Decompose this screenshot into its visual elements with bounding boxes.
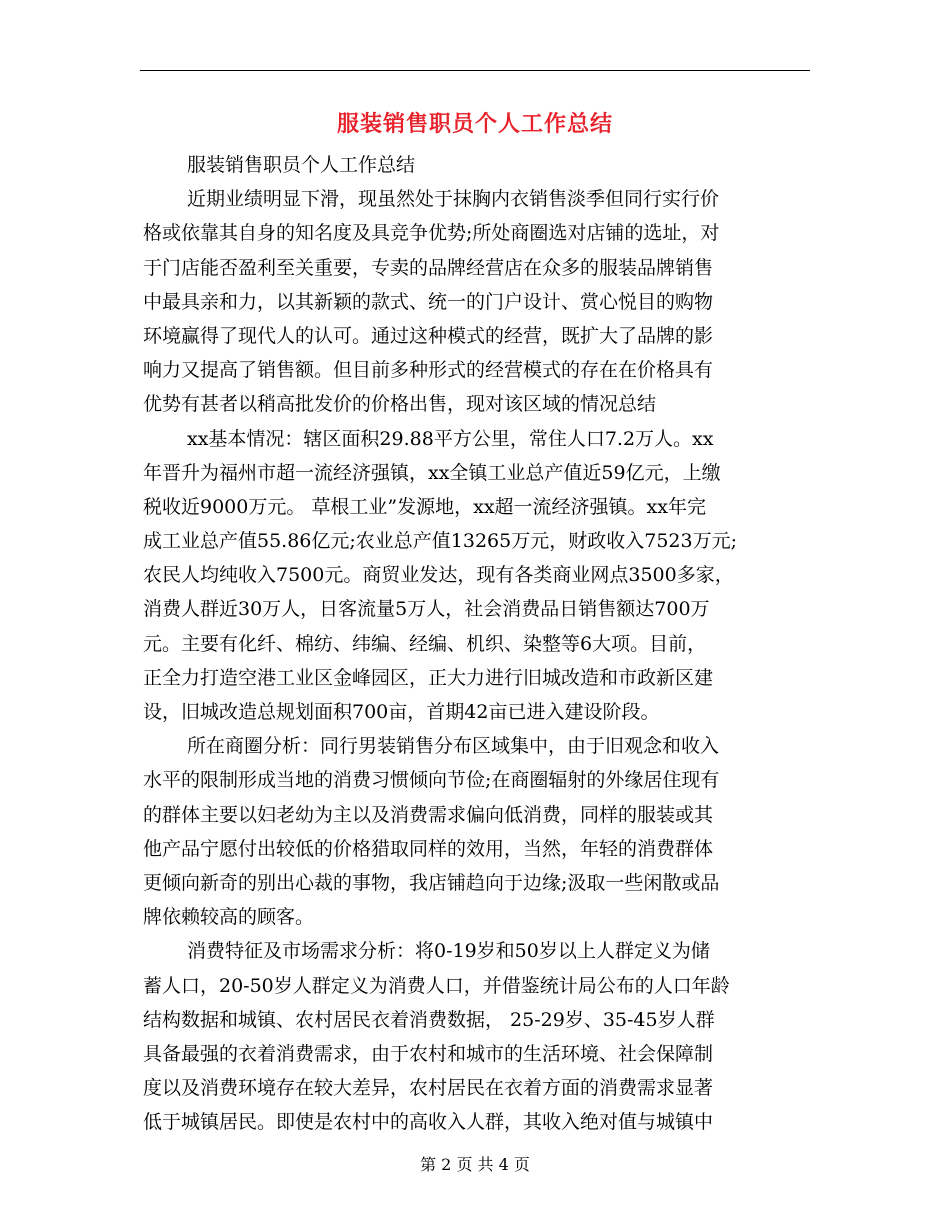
text-line: 更倾向新奇的别出心裁的事物，我店铺趋向于边缘;汲取一些闲散或品: [143, 871, 720, 894]
text-line: 农民人均纯收入7500元。商贸业发达，现有各类商业网点3500多家，: [143, 564, 734, 587]
header-rule: [140, 70, 810, 71]
text-line: 具备最强的衣着消费需求，由于农村和城市的生活环境、社会保障制: [143, 1042, 714, 1065]
text-line: 环境赢得了现代人的认可。通过这种模式的经营，既扩大了品牌的影: [143, 324, 714, 347]
text-line: 所在商圈分析：同行男装销售分布区域集中，由于旧观念和收入: [187, 735, 720, 758]
text-line: 税收近9000万元。 草根工业”发源地，xx超一流经济强镇。xx年完: [143, 495, 706, 518]
text-line: 牌依赖较高的顾客。: [143, 906, 315, 929]
text-line: 于门店能否盈利至关重要，专卖的品牌经营店在众多的服装品牌销售: [143, 256, 714, 279]
text-line: 消费特征及市场需求分析：将0-19岁和50岁以上人群定义为储: [187, 940, 710, 963]
text-line: 年晋升为福州市超一流经济强镇，xx全镇工业总产值近59亿元，上缴: [143, 461, 721, 484]
document-body: [143, 148, 813, 1139]
text-line: 设，旧城改造总规划面积700亩，首期42亩已进入建设阶段。: [143, 701, 660, 723]
text-line: 度以及消费环境存在较大差异，农村居民在衣着方面的消费需求显著: [143, 1077, 714, 1100]
text-line: 他产品宁愿付出较低的价格猎取同样的效用，当然，年轻的消费群体: [143, 837, 714, 860]
text-line: 优势有甚者以稍高批发价的价格出售，现对该区域的情况总结: [143, 393, 657, 416]
text-line: 的群体主要以妇老幼为主以及消费需求偏向低消费，同样的服装或其: [143, 803, 714, 826]
document-title: 服装销售职员个人工作总结: [336, 111, 613, 137]
text-line: 格或依靠其自身的知名度及具竞争优势;所处商圈选对店铺的选址，对: [143, 222, 720, 245]
page-number-footer: 第 2 页 共 4 页: [420, 1155, 530, 1174]
text-line: 结构数据和城镇、农村居民衣着消费数据， 25-29岁、35-45岁人群: [143, 1008, 715, 1031]
text-line: 正全力打造空港工业区金峰园区，正大力进行旧城改造和市政新区建: [143, 666, 714, 689]
text-line: 元。主要有化纤、棉纺、纬编、经编、机织、染整等6大项。目前，: [143, 632, 707, 655]
text-line: 消费人群近30万人，日客流量5万人，社会消费品日销售额达700万: [143, 598, 710, 621]
text-line: 服装销售职员个人工作总结: [187, 154, 416, 176]
text-line: 响力又提高了销售额。但目前多种形式的经营模式的存在在价格具有: [143, 359, 714, 382]
text-line: 水平的限制形成当地的消费习惯倾向节俭;在商圈辐射的外缘居住现有: [143, 769, 720, 792]
text-line: 中最具亲和力，以其新颖的款式、统一的门户设计、赏心悦目的购物: [143, 290, 714, 313]
text-line: xx基本情况：辖区面积29.88平方公里，常住人口7.2万人。xx: [187, 427, 714, 450]
text-line: 成工业总产值55.86亿元;农业总产值13265万元，财政收入7523万元;: [143, 530, 737, 553]
text-line: 蓄人口，20-50岁人群定义为消费人口，并借鉴统计局公布的人口年龄: [143, 974, 730, 997]
text-line: 近期业绩明显下滑，现虽然处于抹胸内衣销售淡季但同行实行价: [187, 188, 720, 211]
text-line: 低于城镇居民。即使是农村中的高收入人群，其收入绝对值与城镇中: [143, 1111, 714, 1134]
